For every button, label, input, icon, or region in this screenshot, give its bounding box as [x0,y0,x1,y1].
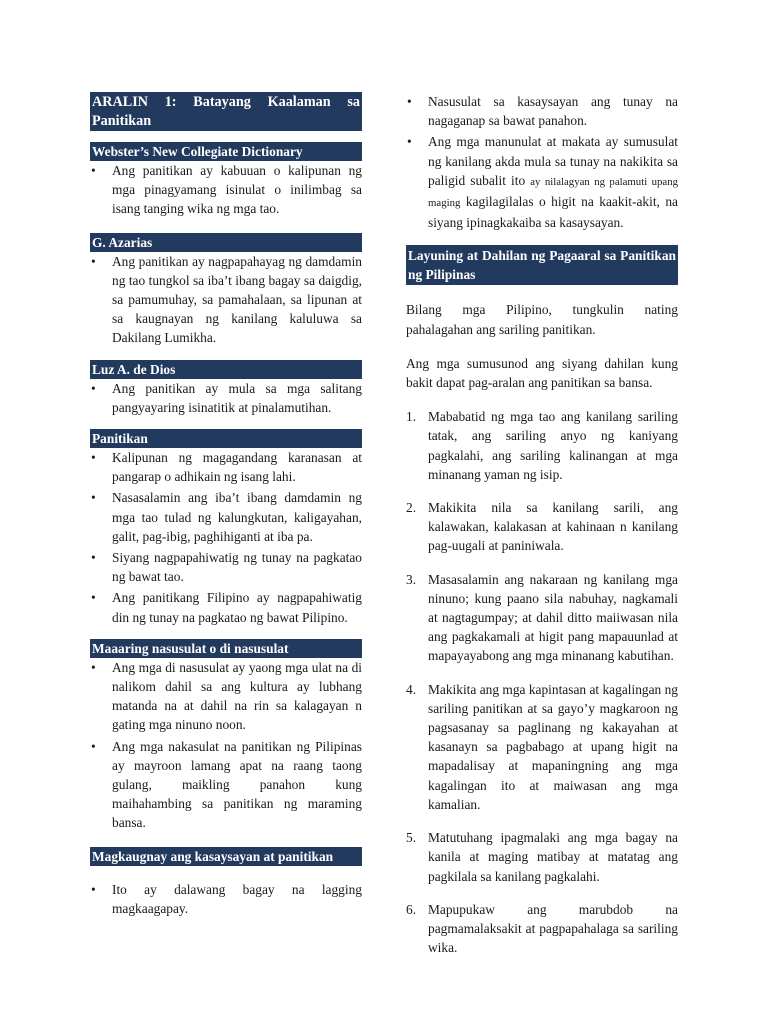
section-heading-azarias: G. Azarias [90,233,362,252]
webster-list [90,161,362,219]
list-item: • Ang panitikan ay kabuuan o kalipunan ng mga pinagyamang isinulat o inilimbag sa isang tanging wika ng mga tao. [91,163,362,217]
list-item: • Ang panitikan ay mula sa mga salitang pangyayaring isinatitik at pinalamutihan. [91,380,362,415]
bullet-icon: • [91,253,96,269]
list-number: 6. [406,901,417,917]
intro-paragraph: Bilang mga Pilipino, tungkulin nating pahalagahan ang sariling panitikan. [406,302,678,337]
list-number: 1. [406,409,417,425]
bullet-icon: • [91,163,96,178]
left-column [90,92,362,920]
section-heading-panitikan: Panitikan [90,429,362,448]
bullet-icon: • [91,881,96,897]
section-heading-webster: Webster’s New Collegiate Dictionary [90,142,362,161]
list-item: 3. Masasalamin ang nakaraan ng kanilang mga ninuno; kung paano sila nabuhay, nagkamali at nagtagumpay; at dahil ditto maiiwasan nila ang pagkakamali at higit pang mapauunlad at mapayayabong ang mga minanang kabutihan. [406,571,678,664]
section-heading-layunin: Layuning at Dahilan ng Pagaaral sa Panitikan ng Pilipinas [406,245,678,285]
list-number: 3. [406,571,417,587]
list-item: • Ang mga manunulat at makata ay sumusulat ng kanilang akda mula sa tunay na nakikita sa paligid subalit ito ay nilalagyan ng palamuti upang maging kagilagilalas o higit na kaakit-akit, na siyang ipinagkakaiba sa kasaysayan. [407,134,678,231]
list-item: • Ang panitikan ay nagpapahayag ng damdamin ng tao tungkol sa iba’t ibang bagay sa daigdig, sa pamumuhay, sa pamahalaan, sa lipunan at sa kaugnayan ng kanilang kaluluwa sa Dakilang Lumikha. [91,253,362,346]
list-item: 5. Matutuhang ipagmalaki ang mga bagay na kanila at maging matibay at matatag ang pagkilala sa kanilang pagkalahi. [406,830,678,884]
list-item: • Kalipunan ng magagandang karanasan at pangarap o adhikain ng isang lahi. [91,450,362,485]
list-item: • Nasusulat sa kasaysayan ang tunay na nagaganap sa bawat panahon. [407,94,678,129]
list-item: • Ang mga nakasulat na panitikan ng Pilipinas ay mayroon lamang apat na raang taong gulang, maikling panahon kung maihahambing sa panitikan ng maraming bansa. [91,738,362,831]
azarias-list [90,252,362,348]
bullet-icon: • [91,450,96,466]
bullet-icon: • [91,380,96,396]
bullet-icon: • [91,490,96,506]
reasons-list [406,407,678,957]
de-dios-list [90,379,362,417]
list-item: • Nasasalamin ang iba’t ibang damdamin ng mga tao tulad ng kalungkutan, kaligayahan, galit, pag-ibig, paghihiganti at iba pa. [91,490,362,544]
bullet-icon: • [91,738,96,754]
section-heading-nasusulat: Maaaring nasusulat o di nasusulat [90,639,362,658]
list-number: 5. [406,830,417,846]
panitikan-list [90,448,362,627]
list-number: 2. [406,500,417,516]
section-heading-kasaysayan: Magkaugnay ang kasaysayan at panitikan [90,847,362,866]
bullet-icon: • [407,134,412,150]
bullet-icon: • [91,550,96,566]
nasusulat-list [90,658,362,833]
reasons-paragraph: Ang mga sumusunod ang siyang dahilan kung bakit dapat pag-aralan ang panitikan sa bansa. [406,355,678,391]
list-item: • Ang mga di nasusulat ay yaong mga ulat na di nalikom dahil sa ang kultura ay lubhang matanda na at dahil na rin sa kalagayan n gating mga ninuno noon. [91,659,362,733]
list-item: 2. Makikita nila sa kanilang sarili, ang kalawakan, kalakasan at kahinaan n kanilang pag-uugali at paniniwala. [406,500,678,554]
bullet-icon: • [91,590,96,606]
list-item: 6. Mapupukaw ang marubdob na pagmamalaksakit at pagpapahalaga sa sariling wika. [406,901,678,956]
bullet-icon: • [91,659,96,675]
list-item: 1. Mababatid ng mga tao ang kanilang sariling tatak, ang sariling anyo ng kaniyang pagkalahi, ang sariling kalinangan at mga minanang yaman ng isip. [406,409,678,482]
list-item: • Ang panitikang Filipino ay nagpapahiwatig din ng tunay na pagkatao ng bawat Pilipino. [91,590,362,625]
right-column [406,92,678,971]
list-item: • Ito ay dalawang bagay na lagging magkaagapay. [91,881,362,916]
lesson-title: ARALIN 1: Batayang Kaalaman sa Panitikan [90,92,362,131]
kasaysayan-list [90,880,362,918]
list-item: • Siyang nagpapahiwatig ng tunay na pagkatao ng bawat tao. [91,550,362,585]
bullet-icon: • [407,94,412,109]
section-heading-de-dios: Luz A. de Dios [90,360,362,379]
list-item: 4. Makikita ang mga kapintasan at kagalingan ng sariling panitikan at sa gayo’y magkaroon ng pagsasanay sa paglinang ng kakayahan at kasanayn sa pagbabago at upang higit na mapadalisay at mapaningning ang mga kagalingan ito at maiwasan ang mga kamalian. [406,681,678,812]
continued-list [406,92,678,232]
list-number: 4. [406,681,417,697]
